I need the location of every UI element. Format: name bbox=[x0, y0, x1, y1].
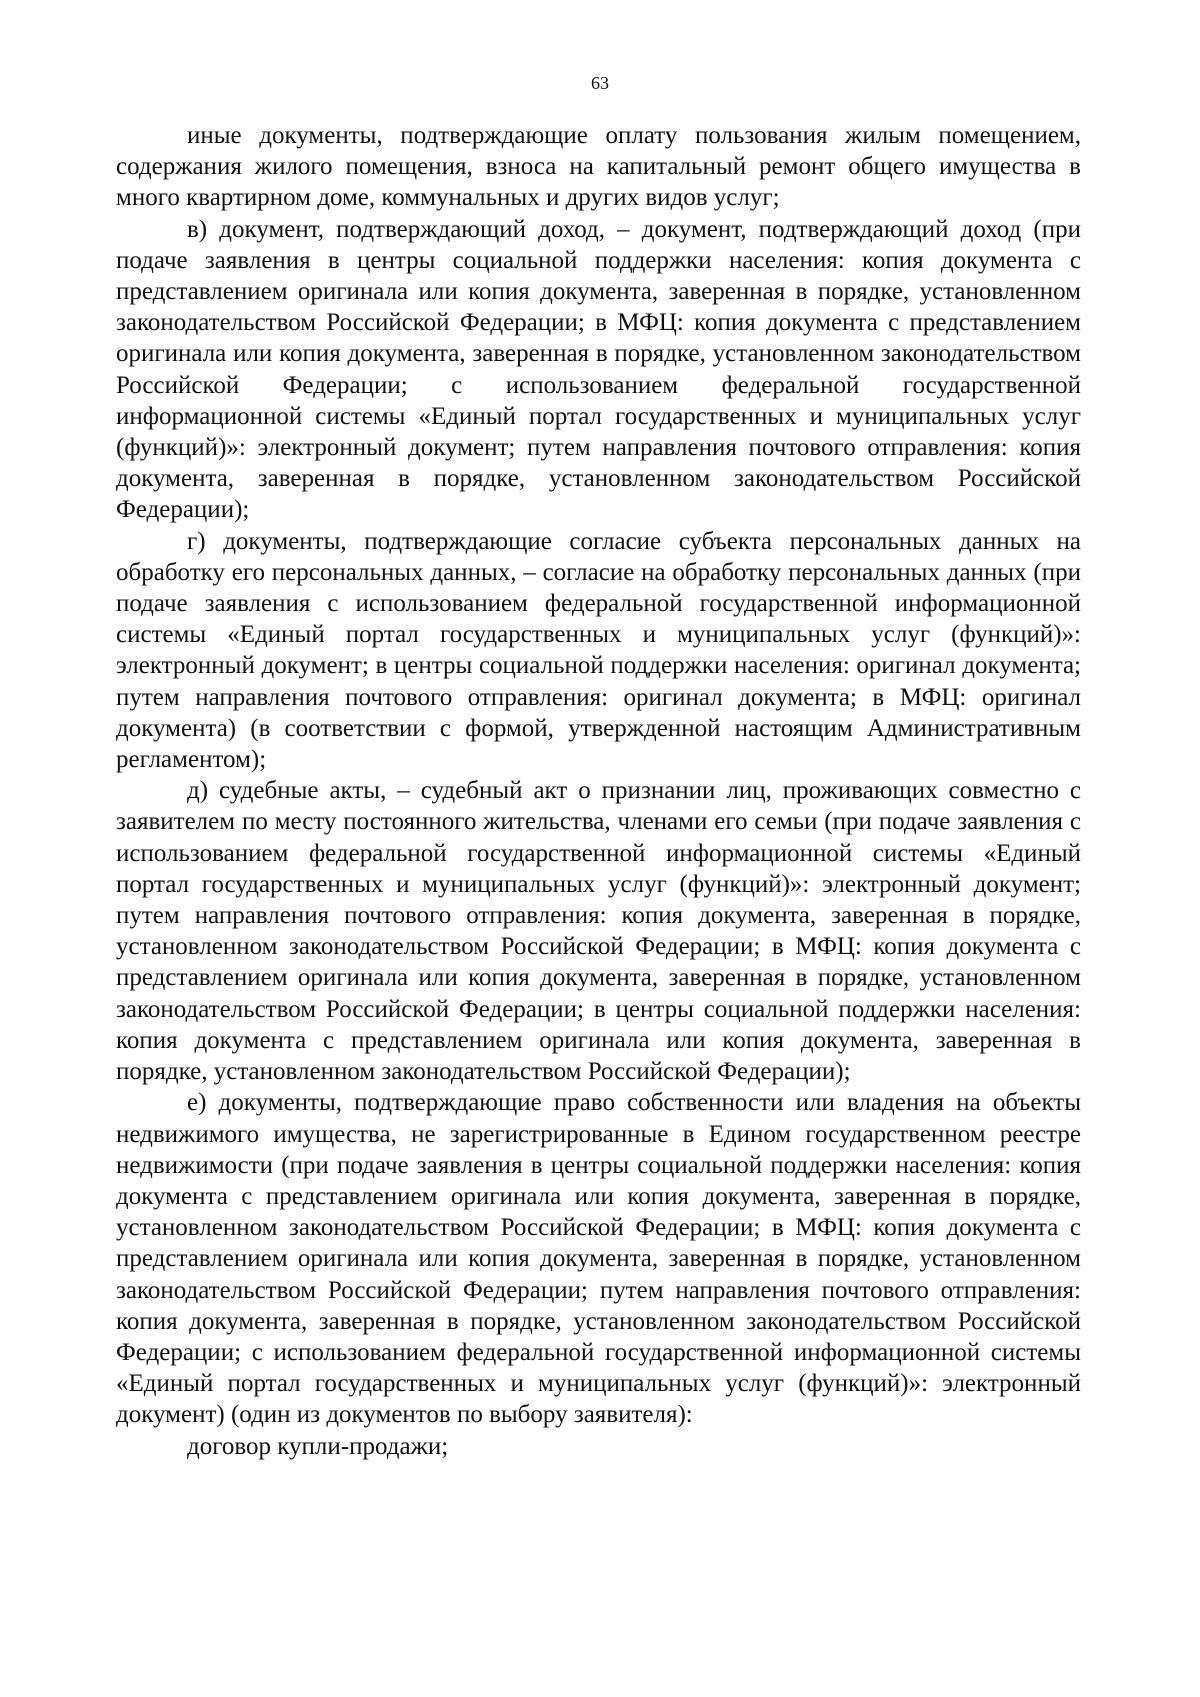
paragraph-v-income-document: в) документ, подтверждающий доход, – документ, подтверждающий доход (при подаче заявления в центры социальной поддержки населения: копия документа с представлением оригинала или копия документа, заверенная в порядке, установленном законодательством Российской Федерации; в МФЦ: копия документа с представлением оригинала или копия документа, заверенная в порядке, установленном законодательством Российской Федерации; с использованием федеральной государственной информационной системы «Единый портал государственных и муниципальных услуг (функций)»: электронный документ; путем направления почтового отправления: копия документа, заверенная в порядке, установленном законодательством Российской Федерации); bbox=[116, 215, 1081, 524]
paragraph-d-court-acts: д) судебные акты, – судебный акт о признании лиц, проживающих совместно с заявителем по месту постоянного жительства, членами его семьи (при подаче заявления с использованием федеральной государственной информационной системы «Единый портал государственных и муниципальных услуг (функций)»: электронный документ; путем направления почтового отправления: копия документа, заверенная в порядке, установленном законодательством Российской Федерации; в МФЦ: копия документа с представлением оригинала или копия документа, заверенная в порядке, установленном законодательством Российской Федерации; в центры социальной поддержки населения: копия документа с представлением оригинала или копия документа, заверенная в порядке, установленном законодательством Российской Федерации); bbox=[116, 777, 1081, 1086]
document-body bbox=[116, 120, 1081, 1462]
paragraph-other-payment-documents: иные документы, подтверждающие оплату пользования жилым помещением, содержания жилого помещения, взноса на капитальный ремонт общего имущества в много квартирном доме, коммунальных и других видов услуг; bbox=[116, 122, 1081, 212]
paragraph-sale-contract: договор купли-продажи; bbox=[187, 1432, 449, 1460]
page-number: 63 bbox=[591, 73, 609, 93]
paragraph-g-personal-data-consent: г) документы, подтверждающие согласие субъекта персональных данных на обработку его персональных данных, – согласие на обработку персональных данных (при подаче заявления с использованием федеральной государственной информационной системы «Единый портал государственных и муниципальных услуг (функций)»: электронный документ; в центры социальной поддержки населения: оригинал документа; путем направления почтового отправления: оригинал документа; в МФЦ: оригинал документа) (в соответствии с формой, утвержденной настоящим Административным регламентом); bbox=[116, 527, 1081, 774]
paragraph-e-property-rights: е) документы, подтверждающие право собственности или владения на объекты недвижимого имущества, не зарегистрированные в Едином государственном реестре недвижимости (при подаче заявления в центры социальной поддержки населения: копия документа с представлением оригинала или копия документа, заверенная в порядке, установленном законодательством Российской Федерации; в МФЦ: копия документа с представлением оригинала или копия документа, заверенная в порядке, установленном законодательством Российской Федерации; путем направления почтового отправления: копия документа, заверенная в порядке, установленном законодательством Российской Федерации; с использованием федеральной государственной информационной системы «Единый портал государственных и муниципальных услуг (функций)»: электронный документ) (один из документов по выбору заявителя): bbox=[116, 1089, 1081, 1429]
